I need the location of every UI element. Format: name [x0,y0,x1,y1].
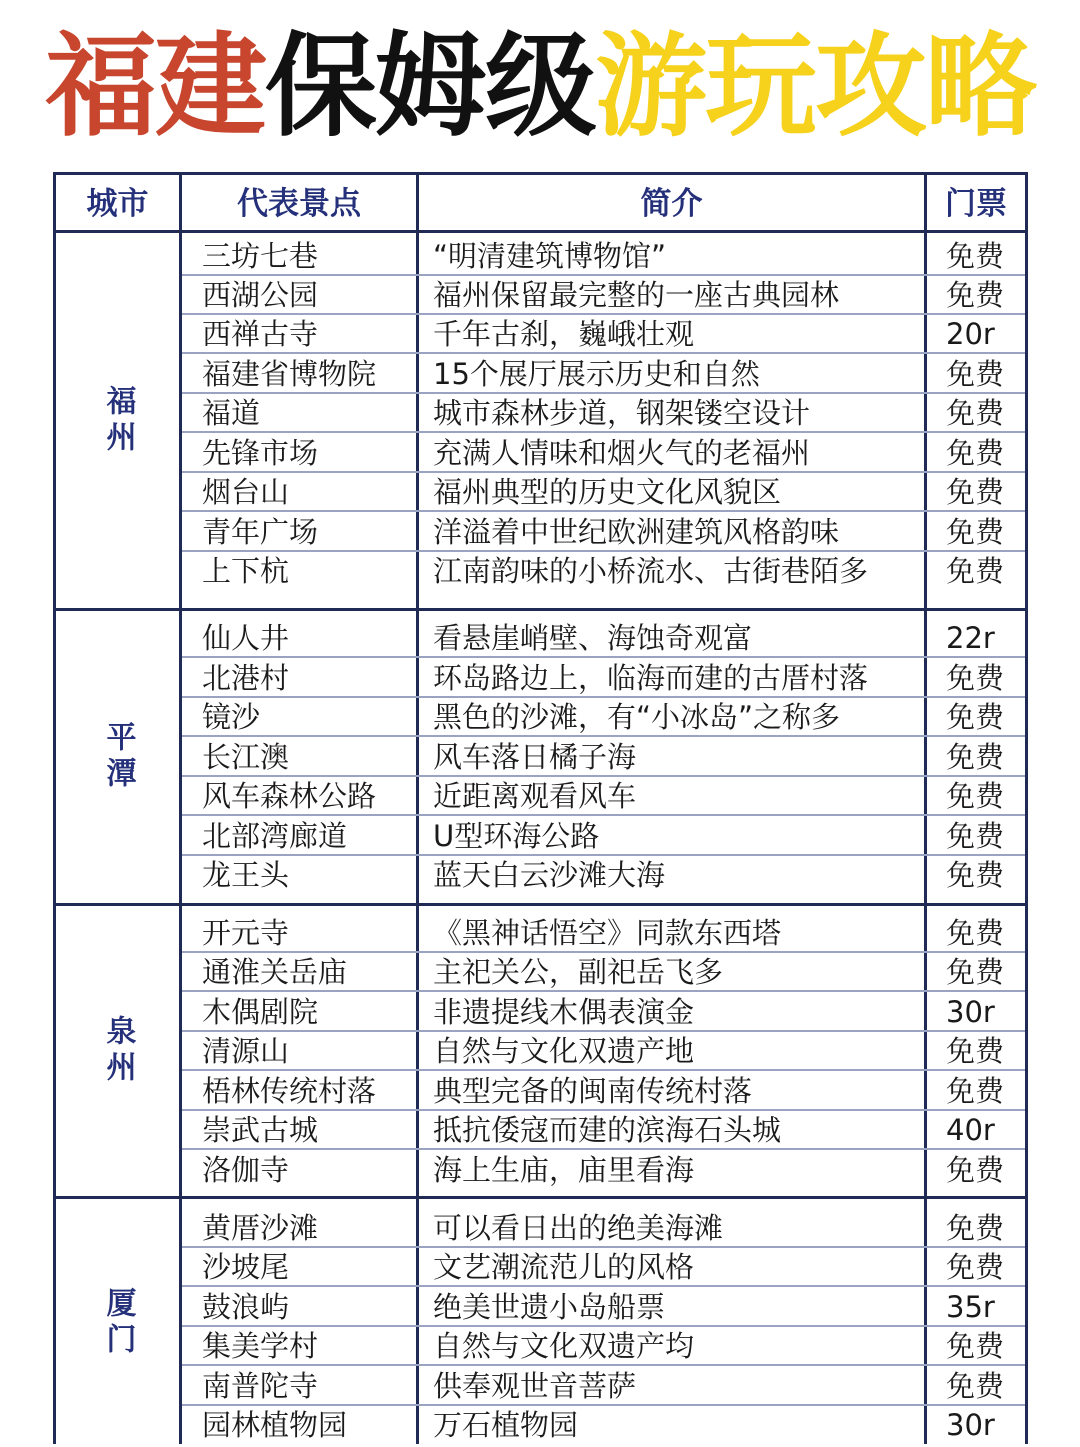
ticket-price: 免费 [946,916,1005,950]
header-desc: 简介 [640,186,703,222]
spot-name: 北港村 [202,661,290,695]
spot-description: 绝美世遗小岛船票 [433,1290,666,1324]
spot-description: 环岛路边上，临海而建的古厝村落 [433,661,869,695]
spot-name: 福建省博物院 [202,357,377,391]
spot-name: 龙王头 [202,858,290,892]
ticket-price: 免费 [946,661,1005,695]
spot-name: 黄厝沙滩 [202,1211,319,1245]
spot-description: 城市森林步道，钢架镂空设计 [433,396,811,430]
ticket-price: 免费 [946,396,1005,430]
spot-description: 万石植物园 [433,1408,579,1442]
spot-description: 看悬崖峭壁、海蚀奇观富 [433,621,753,655]
spot-description: 福州典型的历史文化风貌区 [433,475,782,509]
ticket-price: 免费 [946,955,1005,989]
spot-name: 长江澳 [202,740,290,774]
table-row [182,1072,1025,1111]
table-row [182,659,1025,698]
spot-description: 充满人情味和烟火气的老福州 [433,436,811,470]
table-row [182,993,1025,1032]
city-name: 厦门 [100,1287,136,1359]
table-row [182,1288,1025,1327]
table-row [182,473,1025,512]
table-row [182,434,1025,473]
spot-name: 沙坡尾 [202,1250,290,1284]
spot-description: 蓝天白云沙滩大海 [433,858,666,892]
table-row [182,1367,1025,1406]
spot-description: 典型完备的闽南传统村落 [433,1074,753,1108]
ticket-price: 免费 [946,740,1005,774]
spot-description: 黑色的沙滩，有“小冰岛”之称多 [433,700,841,734]
table-row [182,777,1025,816]
ticket-price: 免费 [946,779,1005,813]
spot-name: 镜沙 [202,700,261,734]
city-name: 福州 [100,384,136,457]
table-row [182,552,1025,591]
spot-description: 千年古刹，巍峨壮观 [433,317,695,351]
ticket-price: 免费 [946,1369,1005,1403]
spot-name: 西湖公园 [202,278,319,312]
spot-name: 风车森林公路 [202,779,377,813]
spot-name: 集美学村 [202,1329,319,1363]
table-row [182,953,1025,992]
header-spot: 代表景点 [237,186,361,222]
spot-name: 福道 [202,396,261,430]
spot-name: 崇武古城 [202,1113,319,1147]
ticket-price: 35r [946,1290,995,1324]
attractions-table [53,172,1028,1444]
spot-description: 风车落日橘子海 [433,740,637,774]
header-city: 城市 [86,186,149,222]
spot-description: 文艺潮流范儿的风格 [433,1250,695,1284]
city-name: 泉州 [100,1015,136,1087]
ticket-price: 22r [946,621,995,655]
spot-description: 自然与文化双遗产地 [433,1034,695,1068]
header-ticket: 门票 [945,186,1007,222]
spot-name: 上下杭 [202,554,290,588]
table-row [182,394,1025,433]
spot-description: 15个展厅展示历史和自然 [433,357,760,391]
spot-name: 南普陀寺 [202,1369,319,1403]
table-row [182,817,1025,856]
ticket-price: 免费 [946,515,1005,549]
spot-name: 木偶剧院 [202,995,319,1029]
title-part-guide: 游玩攻略 [595,22,1035,152]
ticket-price: 免费 [946,278,1005,312]
city-group [56,1199,1025,1447]
spot-name: 西禅古寺 [202,317,319,351]
table-row [182,698,1025,737]
ticket-price: 免费 [946,700,1005,734]
ticket-price: 30r [946,995,995,1029]
table-row [182,1111,1025,1150]
spot-name: 青年广场 [202,515,319,549]
table-row [182,1032,1025,1071]
ticket-price: 免费 [946,819,1005,853]
ticket-price: 免费 [946,554,1005,588]
spot-name: 北部湾廊道 [202,819,348,853]
spot-description: U型环海公路 [433,819,600,853]
spot-name: 烟台山 [202,475,290,509]
spot-name: 通淮关岳庙 [202,955,348,989]
city-group [56,233,1025,611]
spot-description: 自然与文化双遗产均 [433,1329,695,1363]
spot-name: 园林植物园 [202,1408,348,1442]
ticket-price: 免费 [946,1153,1005,1187]
title-part-fujian: 福建 [45,22,265,152]
spot-description: 海上生庙，庙里看海 [433,1153,695,1187]
ticket-price: 免费 [946,357,1005,391]
city-group [56,611,1025,906]
ticket-price: 免费 [946,436,1005,470]
ticket-price: 免费 [946,1250,1005,1284]
city-name: 平潭 [100,721,136,793]
spot-name: 仙人井 [202,621,290,655]
ticket-price: 20r [946,317,995,351]
ticket-price: 免费 [946,1034,1005,1068]
spot-description: 供奉观世音菩萨 [433,1369,637,1403]
spot-description: 福州保留最完整的一座古典园林 [433,278,840,312]
table-row [182,1151,1025,1190]
table-row [182,1406,1025,1445]
ticket-price: 免费 [946,1074,1005,1108]
spot-description: 抵抗倭寇而建的滨海石头城 [433,1113,782,1147]
table-row [182,355,1025,394]
table-row [182,619,1025,658]
spot-name: 开元寺 [202,916,290,950]
spot-name: 清源山 [202,1034,290,1068]
page-title [0,22,1080,152]
spot-description: 非遗提线木偶表演金 [433,995,695,1029]
spot-description: 《黑神话悟空》同款东西塔 [433,916,782,950]
table-row [182,1209,1025,1248]
table-row [182,237,1025,276]
ticket-price: 30r [946,1408,995,1442]
ticket-price: 免费 [946,239,1005,273]
table-row [182,914,1025,953]
spot-name: 三坊七巷 [202,239,319,273]
table-row [182,738,1025,777]
city-group [56,906,1025,1199]
spot-description: 主祀关公，副祀岳飞多 [433,955,724,989]
ticket-price: 免费 [946,858,1005,892]
table-row [182,513,1025,552]
table-row [182,1327,1025,1366]
spot-description: 可以看日出的绝美海滩 [433,1211,724,1245]
spot-description: 洋溢着中世纪欧洲建筑风格韵味 [433,515,840,549]
spot-description: “明清建筑博物馆” [433,239,667,273]
spot-name: 梧林传统村落 [202,1074,377,1108]
table-row [182,856,1025,895]
table-row [182,276,1025,315]
ticket-price: 免费 [946,1329,1005,1363]
table-row [182,1248,1025,1287]
spot-description: 近距离观看风车 [433,779,637,813]
spot-name: 洛伽寺 [202,1153,290,1187]
table-header [56,175,1025,233]
spot-name: 先锋市场 [202,436,319,470]
table-row [182,315,1025,354]
ticket-price: 免费 [946,475,1005,509]
ticket-price: 40r [946,1113,995,1147]
spot-name: 鼓浪屿 [202,1290,290,1324]
spot-description: 江南韵味的小桥流水、古街巷陌多 [433,554,869,588]
title-part-baomuji: 保姆级 [265,22,595,152]
ticket-price: 免费 [946,1211,1005,1245]
